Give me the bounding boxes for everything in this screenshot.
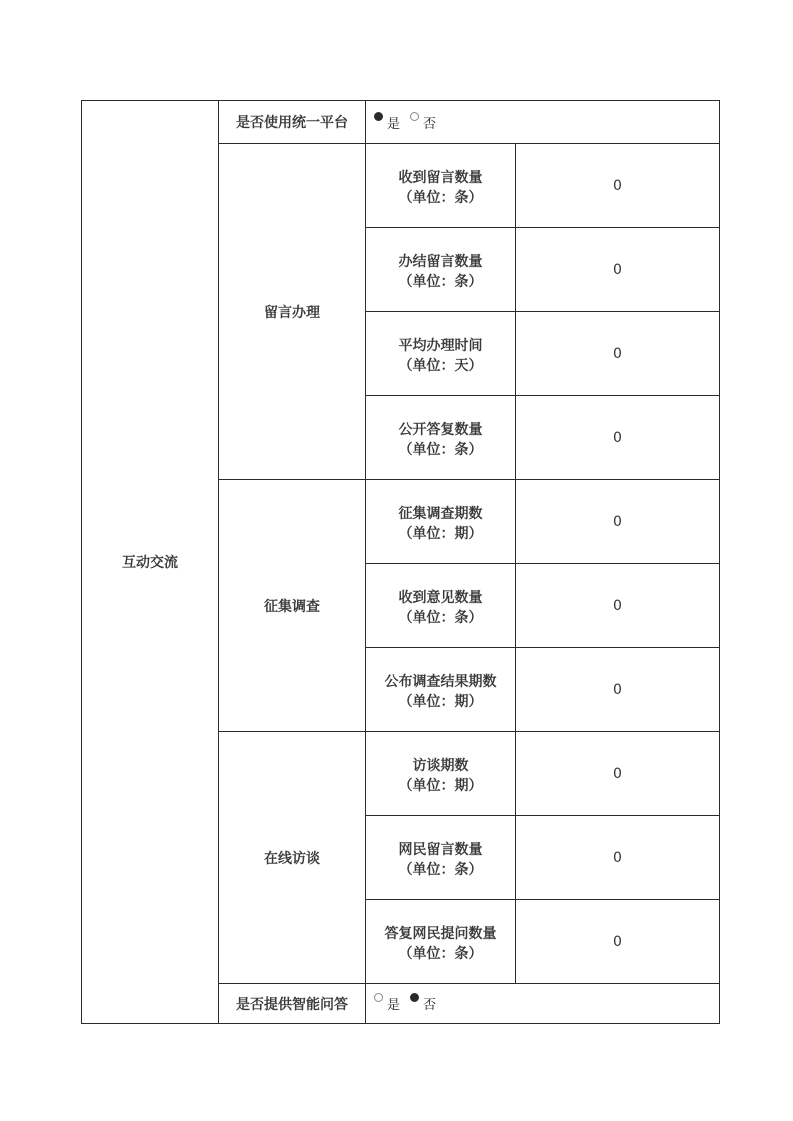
metric-unit: （单位：天） xyxy=(398,357,483,374)
interaction-table xyxy=(81,100,720,1024)
metric-label xyxy=(366,228,516,312)
metric-title: 公布调查结果期数 xyxy=(384,673,497,690)
radio-yes-label: 是 xyxy=(387,116,401,132)
metric-title: 答复网民提问数量 xyxy=(384,925,497,942)
metric-label xyxy=(366,144,516,228)
metric-label xyxy=(366,480,516,564)
metric-label xyxy=(366,312,516,396)
metric-unit: （单位：期） xyxy=(398,525,483,542)
metric-title: 收到留言数量 xyxy=(398,169,483,186)
radio-no-label: 否 xyxy=(423,998,437,1013)
metric-unit: （单位：期） xyxy=(398,777,483,794)
radio-no[interactable] xyxy=(410,993,419,1002)
radio-no[interactable] xyxy=(410,112,419,121)
metric-label xyxy=(366,816,516,900)
metric-unit: （单位：条） xyxy=(398,609,483,626)
radio-yes[interactable] xyxy=(374,112,383,121)
group-label: 留言办理 xyxy=(219,144,366,480)
smart-qa-options xyxy=(366,984,720,1024)
unified-platform-options xyxy=(366,101,720,144)
metric-label xyxy=(366,564,516,648)
group-label: 征集调查 xyxy=(219,480,366,732)
metric-title: 收到意见数量 xyxy=(398,589,483,606)
metric-label xyxy=(366,648,516,732)
metric-title: 办结留言数量 xyxy=(398,253,483,270)
section-label: 互动交流 xyxy=(82,101,219,1024)
group-label: 在线访谈 xyxy=(219,732,366,984)
metric-value: 0 xyxy=(516,732,720,816)
metric-unit: （单位：条） xyxy=(398,273,483,290)
metric-value: 0 xyxy=(516,480,720,564)
metric-title: 平均办理时间 xyxy=(398,337,483,354)
radio-yes-label: 是 xyxy=(387,998,401,1013)
metric-value: 0 xyxy=(516,396,720,480)
radio-yes[interactable] xyxy=(374,993,383,1002)
metric-unit: （单位：条） xyxy=(398,189,483,206)
radio-no-label: 否 xyxy=(423,116,437,132)
metric-title: 访谈期数 xyxy=(412,757,469,774)
metric-unit: （单位：期） xyxy=(398,693,483,710)
metric-label xyxy=(366,732,516,816)
metric-title: 公开答复数量 xyxy=(398,421,483,438)
metric-value: 0 xyxy=(516,564,720,648)
metric-title: 征集调查期数 xyxy=(398,505,483,522)
metric-label xyxy=(366,900,516,984)
unified-platform-label: 是否使用统一平台 xyxy=(219,101,366,144)
metric-value: 0 xyxy=(516,312,720,396)
smart-qa-label: 是否提供智能问答 xyxy=(219,984,366,1024)
metric-label xyxy=(366,396,516,480)
metric-unit: （单位：条） xyxy=(398,441,483,458)
metric-value: 0 xyxy=(516,648,720,732)
metric-unit: （单位：条） xyxy=(398,945,483,962)
unified-platform-row xyxy=(82,101,720,144)
metric-value: 0 xyxy=(516,228,720,312)
metric-unit: （单位：条） xyxy=(398,861,483,878)
metric-value: 0 xyxy=(516,144,720,228)
metric-title: 网民留言数量 xyxy=(398,841,483,858)
metric-value: 0 xyxy=(516,900,720,984)
metric-value: 0 xyxy=(516,816,720,900)
